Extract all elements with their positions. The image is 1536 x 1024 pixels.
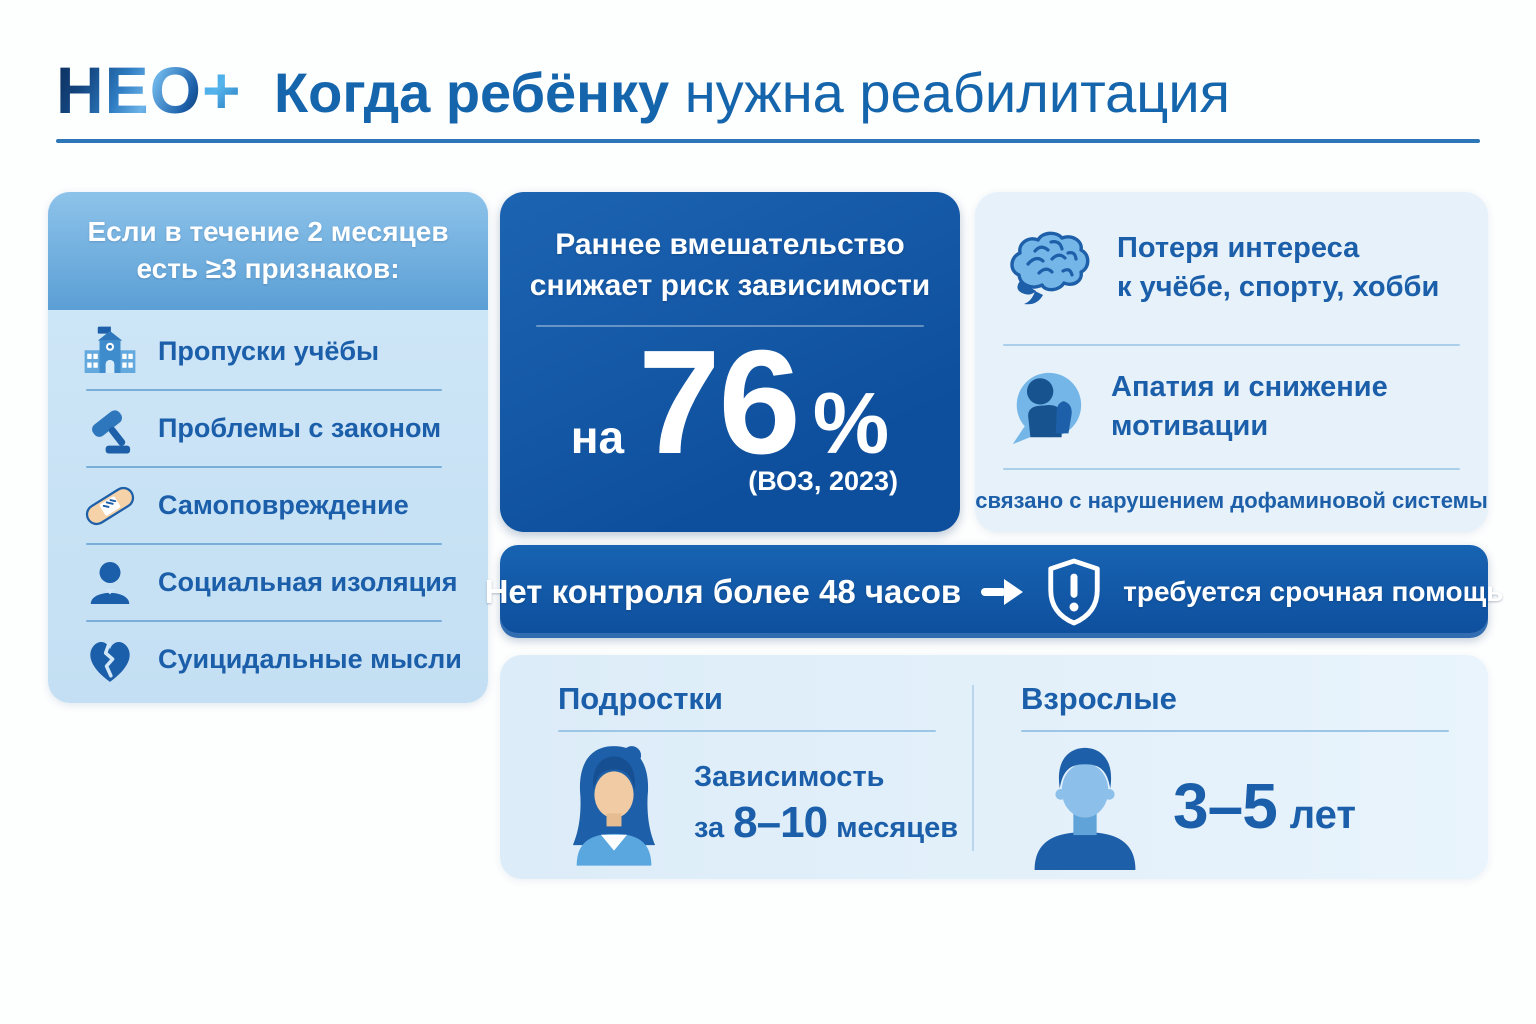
teen-girl-avatar (558, 742, 670, 866)
broken-heart-icon (82, 632, 138, 688)
brain-icon (1005, 229, 1093, 307)
adults-text (1173, 769, 1356, 843)
list-item (48, 391, 488, 466)
teens-title: Подростки (558, 681, 723, 716)
sign-label: Проблемы с законом (158, 413, 442, 443)
list-item (48, 545, 488, 620)
teens-row (558, 742, 973, 866)
stat-prefix: на (570, 410, 625, 463)
teens-line1: Зависимость (694, 760, 885, 793)
school-icon (82, 324, 138, 380)
title-underline (558, 730, 936, 732)
gavel-icon (82, 401, 138, 457)
signs-header-line2: есть ≥3 признаков: (136, 253, 400, 284)
adults-duration-unit: лет (1289, 793, 1356, 837)
symptom-line1: Апатия и снижение (1111, 370, 1388, 403)
apathy-icon (1005, 366, 1087, 448)
teens-duration-value: 8–10 (733, 797, 828, 847)
sign-label: Социальная изоляция (158, 567, 458, 597)
stat-title (500, 192, 960, 307)
logo-text: НЕО (56, 53, 203, 127)
warning-signs-list (48, 310, 488, 703)
page-title-regular: нужна реабилитация (669, 61, 1230, 124)
plus-icon: + (202, 53, 242, 127)
warning-signs-panel (48, 192, 488, 703)
symptom-text (1117, 229, 1439, 307)
list-item (975, 192, 1488, 344)
adults-row (1021, 742, 1488, 870)
teens-duration-unit: месяцев (836, 811, 959, 844)
list-item (975, 346, 1488, 468)
header-divider (56, 139, 1480, 143)
page-title (274, 60, 1230, 125)
adult-man-avatar (1021, 742, 1149, 870)
arrow-right-icon (979, 577, 1025, 607)
stat-title-line1: Раннее вмешательство (555, 228, 905, 261)
stat-source: (ВОЗ, 2023) (748, 465, 898, 496)
neo-plus-logo (56, 52, 242, 128)
list-item (48, 468, 488, 543)
percent-sign: % (812, 375, 890, 472)
alert-text-left: Нет контроля более 48 часов (484, 572, 962, 610)
adults-column (973, 655, 1488, 879)
warning-signs-header (48, 192, 488, 310)
symptom-line2: к учёбе, спорту, хобби (1117, 271, 1440, 303)
stat-title-line2: снижает риск зависимости (529, 269, 931, 303)
early-intervention-stat-card (500, 192, 960, 532)
symptoms-card (975, 192, 1488, 532)
alert-text-right: требуется срочная помощь (1123, 575, 1504, 607)
teens-text (694, 761, 958, 848)
sign-label: Пропуски учёбы (158, 336, 380, 366)
person-icon (82, 555, 138, 611)
sign-label: Самоповреждение (158, 490, 409, 520)
adults-title: Взрослые (1021, 681, 1177, 716)
sign-label: Суицидальные мысли (158, 644, 462, 674)
symptoms-footnote: связано с нарушением дофаминовой системы (975, 488, 1488, 513)
shield-exclamation-icon (1043, 556, 1105, 628)
recovery-timeline-card (500, 655, 1488, 879)
teens-prefix: за (694, 811, 725, 844)
title-underline (1021, 730, 1449, 732)
stat-number: 76 (638, 319, 799, 485)
urgent-help-banner (484, 545, 1504, 638)
list-item (48, 622, 488, 697)
symptom-line1: Потеря интереса (1117, 231, 1360, 264)
symptom-text (1111, 368, 1388, 446)
bandage-icon (82, 478, 138, 534)
symptom-line2: мотивации (1111, 410, 1269, 442)
teens-line2 (694, 798, 958, 848)
adults-duration-value: 3–5 (1173, 770, 1277, 842)
page-title-strong: Когда ребёнку (274, 61, 670, 124)
teens-column (500, 655, 973, 879)
signs-header-line1: Если в течение 2 месяцев (87, 216, 449, 248)
list-item (48, 314, 488, 389)
